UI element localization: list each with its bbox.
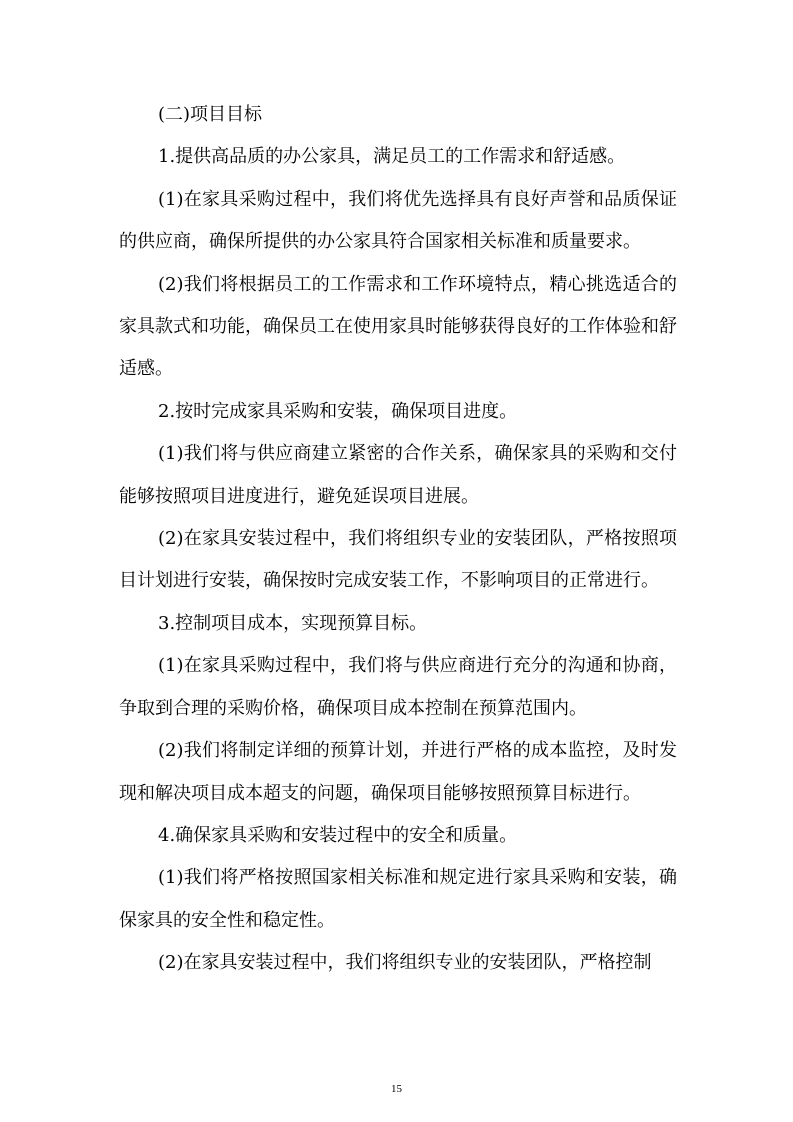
goal-item-2: 2.按时完成家具采购和安装，确保项目进度。 bbox=[158, 400, 518, 422]
goal-4-detail-2: (2)在家具安装过程中，我们将组织专业的安装团队，严格控制 bbox=[158, 952, 652, 974]
goal-item-3: 3.控制项目成本，实现预算目标。 bbox=[158, 612, 428, 634]
section-heading: (二)项目目标 bbox=[158, 104, 263, 125]
goal-4-detail-1: (1)我们将严格按照国家相关标准和规定进行家具采购和安装，确保家具的安全性和稳定性。 bbox=[119, 867, 677, 931]
page-number: 15 bbox=[391, 1083, 402, 1095]
goal-3-detail-2: (2)我们将制定详细的预算计划，并进行严格的成本监控，及时发现和解决项目成本超支的问题，确保项目能够按照预算目标进行。 bbox=[119, 740, 677, 804]
goal-1-detail-1: (1)在家具采购过程中，我们将优先选择具有良好声誉和品质保证的供应商，确保所提供的办公家具符合国家相关标准和质量要求。 bbox=[119, 188, 677, 253]
goal-item-1: 1.提供高品质的办公家具，满足员工的工作需求和舒适感。 bbox=[158, 146, 626, 168]
page-content bbox=[119, 94, 677, 985]
goal-2-detail-2: (2)在家具安装过程中，我们将组织专业的安装团队，严格按照项目计划进行安装，确保按时完成安装工作，不影响项目的正常进行。 bbox=[119, 528, 677, 592]
goal-item-4: 4.确保家具采购和安装过程中的安全和质量。 bbox=[158, 824, 518, 846]
goal-2-detail-1: (1)我们将与供应商建立紧密的合作关系，确保家具的采购和交付能够按照项目进度进行，避免延误项目进展。 bbox=[119, 443, 677, 507]
goal-1-detail-2: (2)我们将根据员工的工作需求和工作环境特点，精心挑选适合的家具款式和功能，确保员工在使用家具时能够获得良好的工作体验和舒适感。 bbox=[119, 273, 677, 380]
goal-3-detail-1: (1)在家具采购过程中，我们将与供应商进行充分的沟通和协商，争取到合理的采购价格，确保项目成本控制在预算范围内。 bbox=[119, 655, 677, 719]
